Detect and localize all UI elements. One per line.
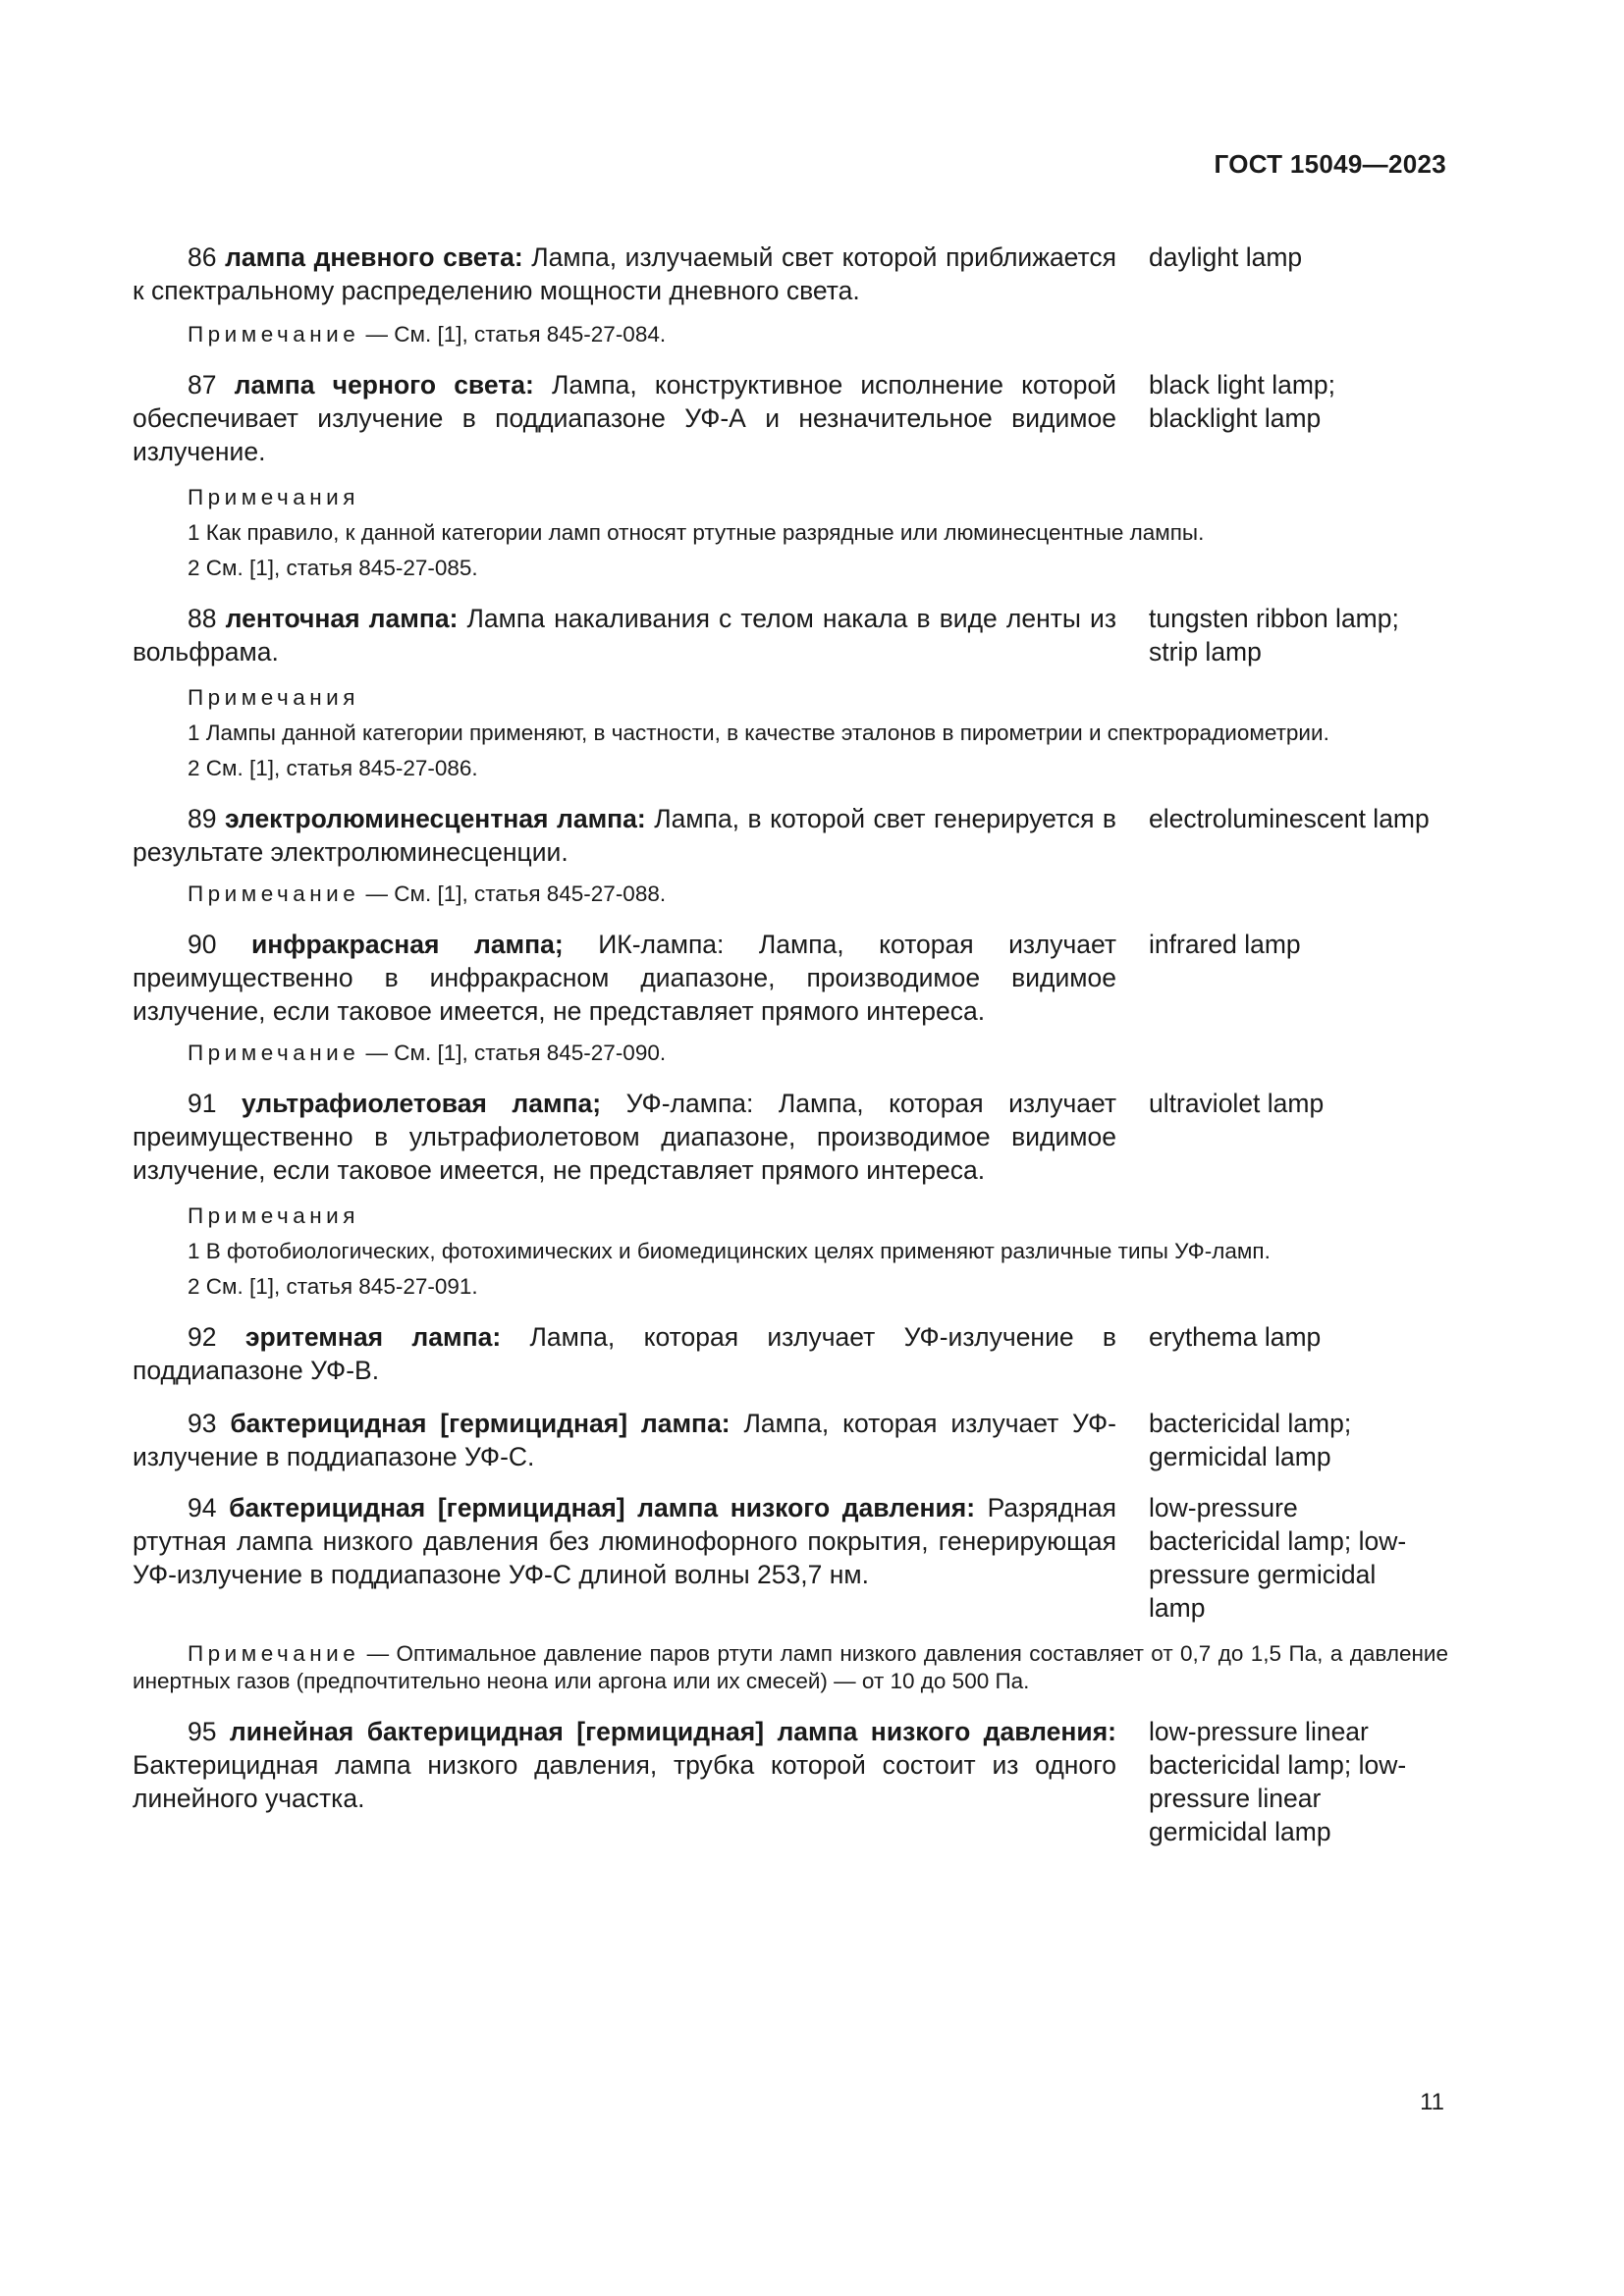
term-name: лампа черного света: (234, 370, 534, 400)
term-entry-88 (133, 602, 1448, 668)
term-name: линейная бактерицидная [гермицидная] лампа низкого давления: (229, 1717, 1116, 1746)
term-text: Лампа, излучаемый свет которой приближается к спектральному распределению мощности дневного света. (133, 242, 1116, 305)
term-text: Лампа, конструктивное исполнение которой обеспечивает излучение в поддиапазоне УФ-А и незначительное видимое излучение. (133, 370, 1116, 466)
term-entry-89 (133, 802, 1448, 869)
term-definition (133, 368, 1116, 468)
term-english: low-pressure linear bactericidal lamp; low-pressure linear germicidal lamp (1149, 1717, 1407, 1846)
note (133, 881, 1448, 908)
term-number: 93 (188, 1409, 217, 1438)
term-definition (133, 602, 1116, 668)
term-definition (133, 928, 1116, 1028)
term-text: Лампа накаливания с телом накала в виде ленты из вольфрама. (133, 604, 1116, 667)
term-english: ultraviolet lamp (1149, 1089, 1325, 1118)
note-item: 2 См. [1], статья 845-27-086. (188, 756, 478, 780)
term-definition (133, 1320, 1116, 1387)
term-name: бактерицидная [гермицидная] лампа низкого давления: (229, 1493, 976, 1522)
term-entry-95 (133, 1715, 1448, 1848)
notes (133, 484, 1448, 511)
term-number: 90 (188, 930, 217, 959)
term-entry-90 (133, 928, 1448, 1028)
term-english: infrared lamp (1149, 930, 1301, 959)
term-entry-93 (133, 1407, 1448, 1473)
note-item: 1 Как правило, к данной категории ламп относят ртутные разрядные или люминесцентные лампы. (188, 520, 1205, 545)
note-label: Примечание (188, 1041, 360, 1065)
term-text: Лампа, которая излучает УФ-излучение в поддиапазоне УФ-С. (133, 1409, 1116, 1471)
note-label: Примечание (188, 881, 360, 906)
term-text: УФ-лампа: Лампа, которая излучает преимущественно в ультрафиолетовом диапазоне, производимое видимое излучение, если таковое имеется, не представляет прямого интереса. (133, 1089, 1116, 1185)
notes-list (133, 519, 1448, 582)
note-item: 1 В фотобиологических, фотохимических и биомедицинских целях применяют различные типы УФ-ламп. (188, 1239, 1271, 1263)
term-definition (133, 1087, 1116, 1187)
term-name: лампа дневного света: (225, 242, 523, 272)
term-text: Разрядная ртутная лампа низкого давления без люминофорного покрытия, генерирующая УФ-излучение в поддиапазоне УФ-С длиной волны 253,7 нм. (133, 1493, 1116, 1589)
term-english: tungsten ribbon lamp; strip lamp (1149, 604, 1399, 667)
note-text: — См. [1], статья 845-27-090. (359, 1041, 667, 1065)
term-number: 94 (188, 1493, 217, 1522)
term-number: 87 (188, 370, 217, 400)
term-definition (133, 1715, 1116, 1815)
term-english: erythema lamp (1149, 1322, 1322, 1352)
notes (133, 1202, 1448, 1230)
note (133, 321, 1448, 348)
notes-list (133, 720, 1448, 782)
term-definition (133, 240, 1116, 307)
term-list (133, 240, 1448, 1848)
note (133, 1040, 1448, 1067)
term-definition (133, 1407, 1116, 1473)
note-label: Примечание (188, 322, 360, 347)
term-text: Бактерицидная лампа низкого давления, трубка которой состоит из одного линейного участка. (133, 1750, 1116, 1813)
term-english: low-pressure bactericidal lamp; low-pressure germicidal lamp (1149, 1493, 1407, 1623)
notes-label: Примечания (188, 1203, 359, 1228)
notes-label: Примечания (188, 485, 359, 509)
term-number: 88 (188, 604, 217, 633)
term-name: бактерицидная [гермицидная] лампа: (230, 1409, 731, 1438)
note-item: 1 Лампы данной категории применяют, в частности, в качестве эталонов в пирометрии и спектрорадиометрии. (188, 721, 1329, 745)
term-text: Лампа, в которой свет генерируется в результате электролюминесценции. (133, 804, 1117, 867)
term-english: electroluminescent lamp (1149, 804, 1430, 833)
term-definition (133, 802, 1116, 869)
term-entry-87 (133, 368, 1448, 468)
term-name: эритемная лампа: (244, 1322, 502, 1352)
term-name: ленточная лампа: (225, 604, 459, 633)
term-number: 86 (188, 242, 217, 272)
term-text: ИК-лампа: Лампа, которая излучает преимущественно в инфракрасном диапазоне, производимое видимое излучение, если таковое имеется, не представляет прямого интереса. (133, 930, 1116, 1026)
note-item: 2 См. [1], статья 845-27-085. (188, 556, 478, 580)
term-entry-94 (133, 1491, 1448, 1625)
page-number: 11 (1420, 2089, 1444, 2115)
note-item: 2 См. [1], статья 845-27-091. (188, 1274, 478, 1299)
term-english: black light lamp; blacklight lamp (1149, 370, 1336, 433)
notes-label: Примечания (188, 685, 359, 710)
term-number: 95 (188, 1717, 217, 1746)
term-name: инфракрасная лампа; (250, 930, 564, 959)
term-number: 91 (188, 1089, 217, 1118)
term-entry-86 (133, 240, 1448, 307)
term-entry-92 (133, 1320, 1448, 1387)
note-text: — См. [1], статья 845-27-084. (359, 322, 667, 347)
term-name: электролюминесцентная лампа: (224, 804, 646, 833)
term-number: 92 (188, 1322, 217, 1352)
note-text: — См. [1], статья 845-27-088. (359, 881, 667, 906)
term-english: bactericidal lamp; germicidal lamp (1149, 1409, 1352, 1471)
term-definition (133, 1491, 1116, 1591)
note-label: Примечание (188, 1641, 360, 1666)
term-english: daylight lamp (1149, 242, 1303, 272)
note-text: — Оптимальное давление паров ртути ламп низкого давления составляет от 0,7 до 1,5 Па, а давление инертных газов (предпочтительно неона или аргона или их смесей) — от 10 до 500 Па. (133, 1641, 1448, 1693)
notes (133, 684, 1448, 712)
term-text: Лампа, которая излучает УФ-излучение в поддиапазоне УФ-В. (133, 1322, 1116, 1385)
notes-list (133, 1238, 1448, 1301)
term-name: ультрафиолетовая лампа; (241, 1089, 602, 1118)
document-header: ГОСТ 15049—2023 (1214, 149, 1446, 179)
term-entry-91 (133, 1087, 1448, 1187)
note (133, 1640, 1448, 1695)
term-number: 89 (188, 804, 217, 833)
